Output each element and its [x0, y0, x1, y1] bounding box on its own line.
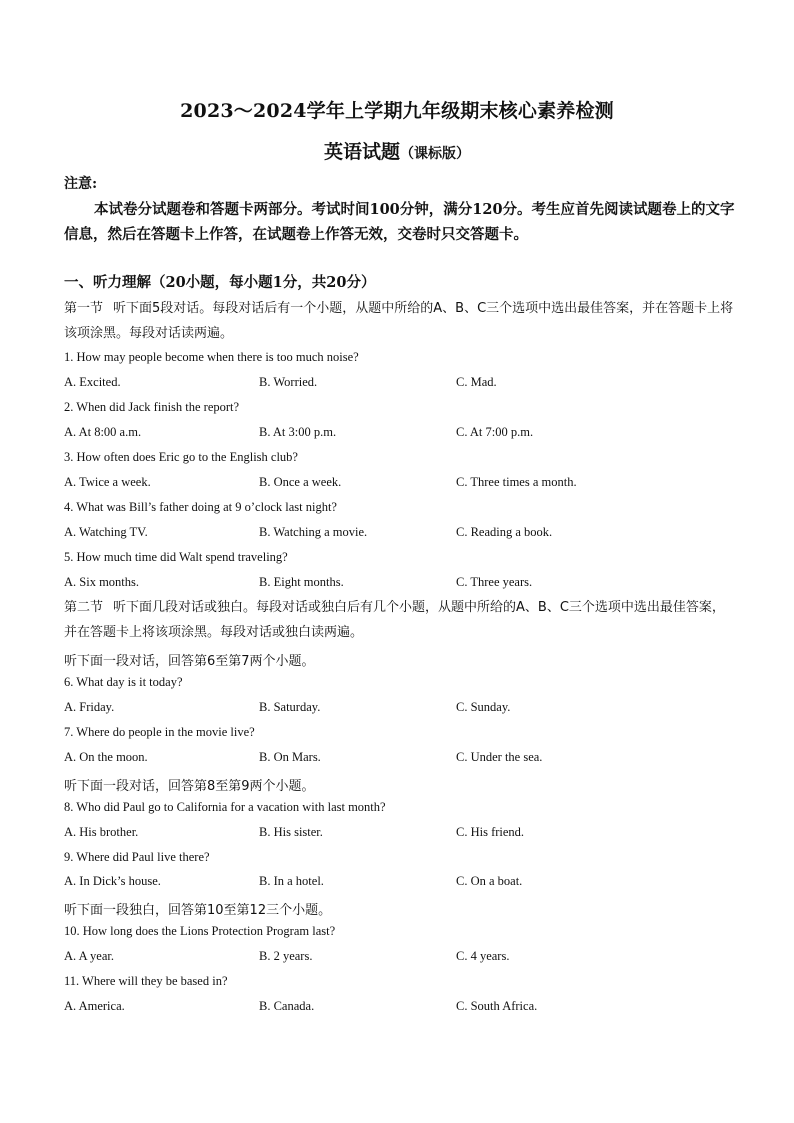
part2-instructions	[64, 595, 736, 645]
notice-body: 本试卷分试题卷和答题卡两部分。考试时间100分钟，满分120分。考生应首先阅读试题卷上的文字信息，然后在答题卡上作答，在试题卷上作答无效，交卷时只交答题卡。	[64, 201, 735, 243]
part1-instructions	[64, 296, 736, 346]
question-11-option-c: C. South Africa.	[456, 999, 538, 1013]
question-9-option-a: A. In Dick’s house.	[64, 874, 161, 888]
question-8-option-c: C. His friend.	[456, 825, 525, 839]
question-4: 4. What was Bill’s father doing at 9 o’clock last night?	[64, 500, 337, 514]
question-6: 6. What day is it today?	[64, 675, 183, 689]
question-3-option-a: A. Twice a week.	[64, 475, 151, 489]
part1-label: 第一节	[64, 301, 104, 316]
dialogue-instruction-2: 听下面一段对话，回答第8至第9两个小题。	[64, 779, 315, 794]
question-1: 1. How may people become when there is too much noise?	[64, 350, 359, 364]
section-heading: 一、听力理解（20小题，每小题1分，共20分）	[64, 274, 376, 291]
question-10: 10. How long does the Lions Protection Program last?	[64, 924, 336, 938]
subtitle-note: （课标版）	[400, 146, 470, 162]
question-6-option-b: B. Saturday.	[259, 700, 321, 714]
question-10-option-c: C. 4 years.	[456, 949, 510, 963]
question-8-option-b: B. His sister.	[259, 825, 323, 839]
part2-text: 听下面几段对话或独白。每段对话或独白后有几个小题，从题中所给的A、B、C三个选项中选出最佳答案，并在答题卡上将该项涂黑。每段对话或独白读两遍。	[64, 600, 725, 640]
question-2-option-a: A. At 8:00 a.m.	[64, 425, 142, 439]
question-11-option-b: B. Canada.	[259, 999, 315, 1013]
question-9-option-b: B. In a hotel.	[259, 874, 324, 888]
part1-text: 听下面5段对话。每段对话后有一个小题，从题中所给的A、B、C三个选项中选出最佳答案，并在答题卡上将该项涂黑。每段对话读两遍。	[64, 301, 734, 341]
question-5-option-c: C. Three years.	[456, 575, 533, 589]
question-4-option-a: A. Watching TV.	[64, 525, 148, 539]
question-1-option-c: C. Mad.	[456, 375, 497, 389]
question-1-option-a: A. Excited.	[64, 375, 121, 389]
question-7-option-c: C. Under the sea.	[456, 750, 543, 764]
part2-label: 第二节	[64, 600, 104, 615]
question-3-option-b: B. Once a week.	[259, 475, 342, 489]
question-3: 3. How often does Eric go to the English club?	[64, 450, 298, 464]
question-6-option-a: A. Friday.	[64, 700, 115, 714]
question-1-option-b: B. Worried.	[259, 375, 318, 389]
page-subtitle	[0, 137, 794, 164]
question-11-option-a: A. America.	[64, 999, 125, 1013]
question-7-option-a: A. On the moon.	[64, 750, 148, 764]
subtitle-main: 英语试题	[323, 141, 400, 163]
question-9-option-c: C. On a boat.	[456, 874, 523, 888]
question-4-option-c: C. Reading a book.	[456, 525, 553, 539]
question-8-option-a: A. His brother.	[64, 825, 139, 839]
question-11: 11. Where will they be based in?	[64, 974, 228, 988]
question-5: 5. How much time did Walt spend traveling?	[64, 550, 288, 564]
question-10-option-a: A. A year.	[64, 949, 114, 963]
question-5-option-b: B. Eight months.	[259, 575, 344, 589]
monologue-instruction: 听下面一段独白，回答第10至第12三个小题。	[64, 903, 332, 918]
question-10-option-b: B. 2 years.	[259, 949, 313, 963]
dialogue-instruction-1: 听下面一段对话，回答第6至第7两个小题。	[64, 654, 315, 669]
question-8: 8. Who did Paul go to California for a vacation with last month?	[64, 800, 386, 814]
question-7: 7. Where do people in the movie live?	[64, 725, 255, 739]
question-2-option-c: C. At 7:00 p.m.	[456, 425, 534, 439]
question-2-option-b: B. At 3:00 p.m.	[259, 425, 337, 439]
question-2: 2. When did Jack finish the report?	[64, 400, 240, 414]
question-3-option-c: C. Three times a month.	[456, 475, 577, 489]
question-5-option-a: A. Six months.	[64, 575, 140, 589]
question-6-option-c: C. Sunday.	[456, 700, 511, 714]
page-title: 2023～2024学年上学期九年级期末核心素养检测	[180, 100, 614, 122]
question-9: 9. Where did Paul live there?	[64, 850, 210, 864]
notice-label: 注意:	[64, 176, 98, 192]
question-7-option-b: B. On Mars.	[259, 750, 321, 764]
question-4-option-b: B. Watching a movie.	[259, 525, 368, 539]
